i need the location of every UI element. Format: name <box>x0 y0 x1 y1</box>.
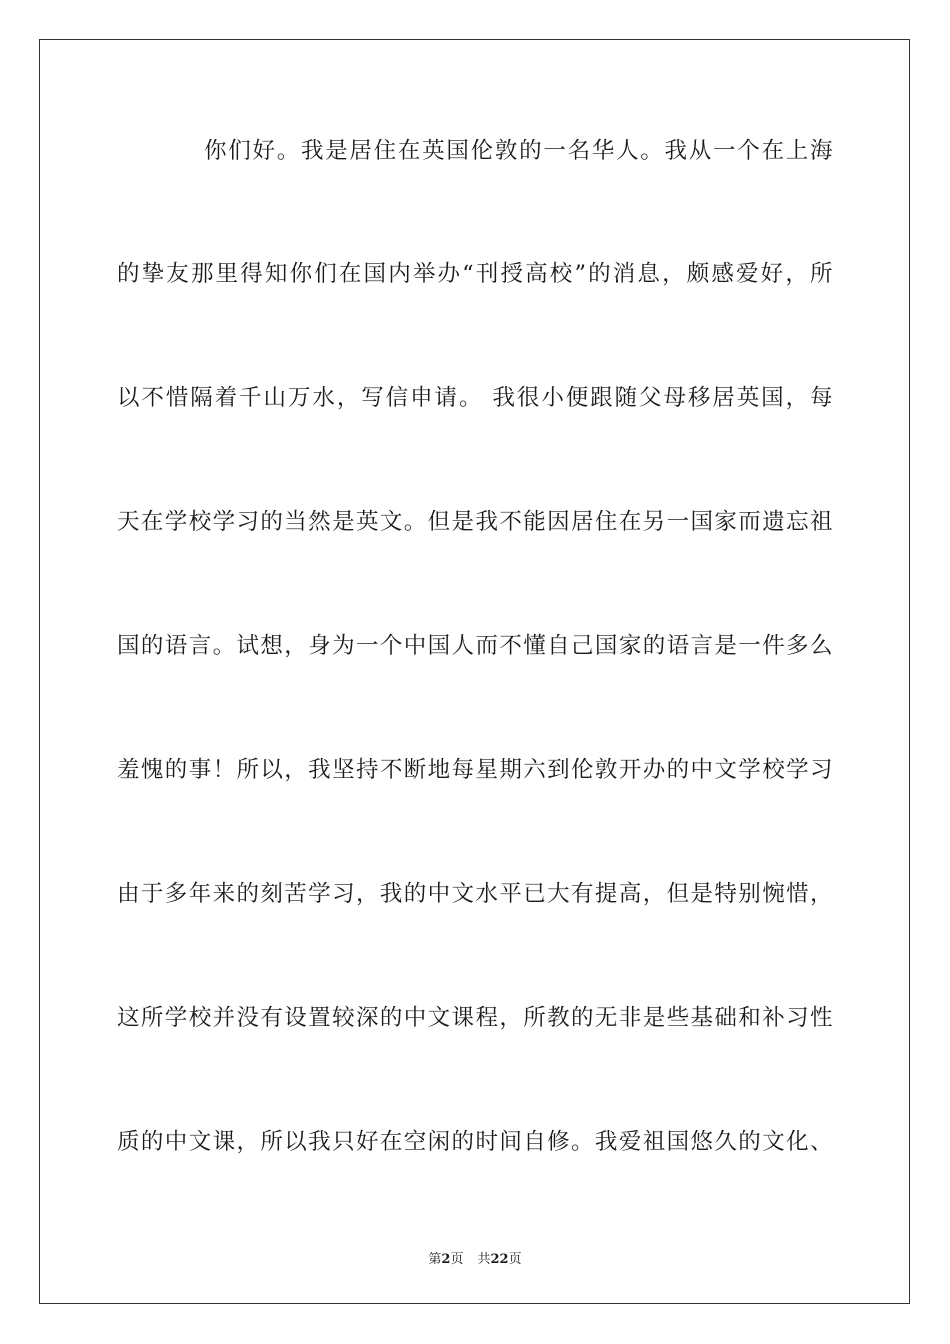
body-text-line-3: 以不惜隔着千山万水，写信申请。 我很小便跟随父母移居英国，每 <box>117 385 833 411</box>
body-text-line-1: 你们好。我是居住在英国伦敦的一名华人。我从一个在上海 <box>204 138 833 164</box>
body-text-line-7: 由于多年来的刻苦学习，我的中文水平已大有提高，但是特别惋惜， <box>117 881 833 907</box>
total-unit: 页 <box>508 1252 522 1267</box>
page-total: 22 <box>490 1252 509 1267</box>
page-border <box>39 39 910 1304</box>
page-prefix: 第 <box>428 1252 442 1267</box>
body-text-line-5: 国的语言。试想，身为一个中国人而不懂自己国家的语言是一件多么 <box>117 633 833 659</box>
body-text-line-4: 天在学校学习的当然是英文。但是我不能因居住在另一国家而遗忘祖 <box>117 509 833 535</box>
page-footer <box>0 1248 950 1267</box>
body-text-line-2: 的挚友那里得知你们在国内举办“刊授高校”的消息，颇感爱好，所 <box>117 261 833 287</box>
body-text-line-9: 质的中文课，所以我只好在空闲的时间自修。我爱祖国悠久的文化、 <box>117 1129 833 1155</box>
page-current: 2 <box>441 1252 451 1267</box>
body-text-line-6: 羞愧的事！所以，我坚持不断地每星期六到伦敦开办的中文学校学习 <box>117 757 833 783</box>
body-text-line-8: 这所学校并没有设置较深的中文课程，所教的无非是些基础和补习性 <box>117 1005 833 1031</box>
page-unit: 页 <box>450 1252 464 1267</box>
total-prefix: 共 <box>477 1252 491 1267</box>
